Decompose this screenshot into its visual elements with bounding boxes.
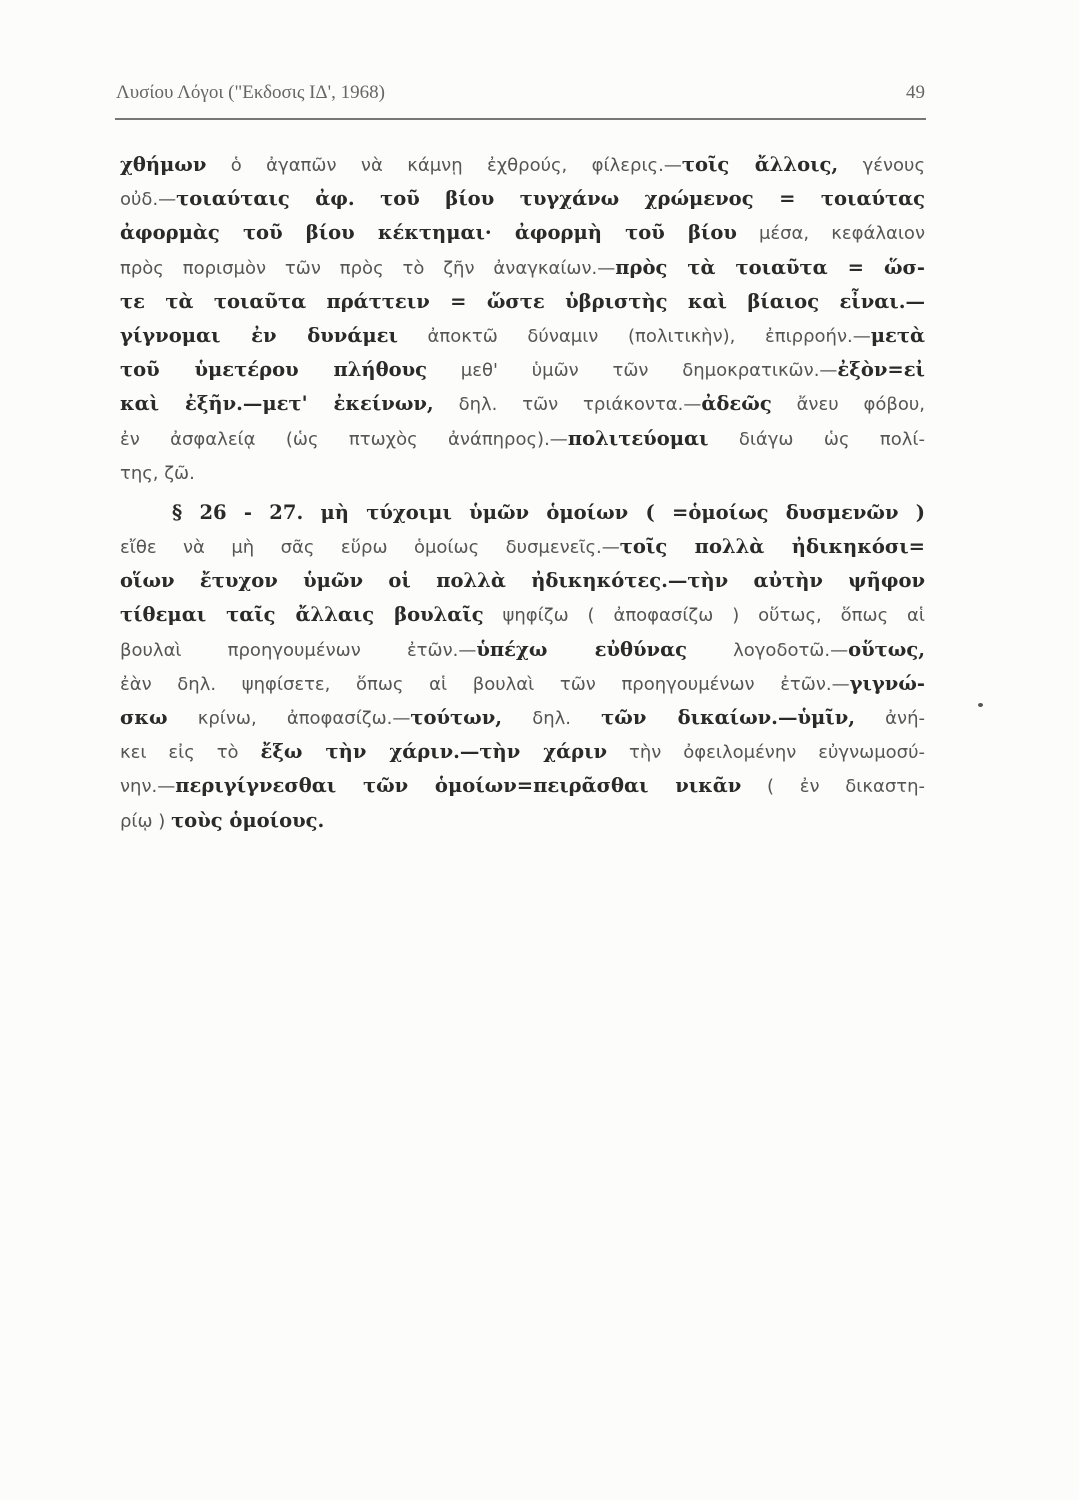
text-line	[120, 148, 925, 182]
gloss-text: τὴν ὀφειλομένην εὐγνωμοσύ-	[607, 742, 925, 764]
gloss-text: ρίῳ )	[120, 810, 172, 832]
lemma-bold: περιγίγνεσθαι τῶν ὁμοίων=πειρᾶσθαι νικᾶν	[175, 774, 742, 798]
page-body-text	[120, 148, 925, 838]
lemma-bold: οἵων ἔτυχον ὑμῶν οἱ πολλὰ ἠδικηκότες.—τὴν αὐτὴν ψῆφον	[120, 569, 925, 593]
gloss-text: ἀνή-	[855, 708, 925, 729]
text-line	[120, 530, 925, 564]
text-line	[120, 804, 925, 838]
gloss-text: ἐὰν δηλ. ψηφίσετε, ὅπως αἱ βουλαὶ τῶν προηγουμένων ἐτῶν.—	[120, 673, 850, 695]
gloss-text: λογοδοτῶ.—	[686, 639, 849, 661]
lemma-bold: τούτων,	[410, 706, 503, 729]
text-line	[120, 633, 925, 667]
gloss-text: ψηφίζω ( ἀποφασίζω ) οὕτως, ὅπως αἱ	[483, 605, 925, 627]
text-line	[120, 735, 925, 769]
lemma-bold: γιγνώ-	[849, 671, 925, 695]
gloss-text: ἐν ἀσφαλείᾳ (ὡς πτωχὸς ἀνάπηρος).—	[120, 428, 568, 450]
text-line	[120, 319, 925, 353]
text-line	[120, 353, 925, 387]
text-line	[120, 387, 925, 421]
lemma-bold: πολιτεύομαι	[567, 426, 709, 450]
gloss-text: δηλ. τῶν τριάκοντα.—	[433, 394, 702, 416]
lemma-bold: χθήμων	[120, 153, 207, 176]
gloss-text: διάγω ὡς πολί-	[708, 428, 925, 450]
lemma-bold: οὕτως,	[848, 637, 925, 661]
lemma-bold: τε τὰ τοιαῦτα πράττειν = ὥστε ὑβριστὴς καὶ βίαιος εἶναι.—	[120, 289, 925, 313]
lemma-bold: τοῦ ὑμετέρου πλήθους	[120, 358, 428, 382]
text-line	[120, 285, 925, 319]
text-line	[120, 456, 925, 490]
running-header	[116, 82, 925, 108]
gloss-text: μεθ' ὑμῶν τῶν δημοκρατικῶν.—	[427, 360, 838, 382]
lemma-bold: ἐξὸν=εἰ	[837, 358, 925, 382]
gloss-text: μέσα, κεφάλαιον	[736, 223, 925, 245]
gloss-text: κει εἰς τὸ	[120, 742, 261, 764]
gloss-text: οὐδ.—	[120, 189, 177, 211]
lemma-bold: τίθεμαι ταῖς ἄλλαις βουλαῖς	[120, 603, 484, 627]
text-line	[120, 422, 925, 456]
text-line	[120, 496, 925, 530]
header-title: Λυσίου Λόγοι ("Εκδοσις ΙΔ', 1968)	[116, 82, 385, 103]
text-line	[120, 667, 925, 701]
gloss-text: κρίνω, ἀποφασίζω.—	[167, 708, 411, 729]
lemma-bold: ἀδεῶς	[701, 392, 772, 416]
gloss-text: ἄνευ φόβου,	[771, 394, 926, 416]
gloss-text: ὁ ἀγαπῶν νὰ κάμνῃ ἐχθρούς, φίλερις.—	[206, 155, 682, 176]
gloss-text: γένους	[838, 155, 926, 176]
gloss-text: βουλαὶ προηγουμένων ἐτῶν.—	[120, 639, 477, 661]
gloss-text: δηλ.	[502, 708, 602, 729]
lemma-bold: τῶν δικαίων.—ὑμῖν,	[601, 706, 856, 729]
lemma-bold: ἔξω τὴν χάριν.—τὴν χάριν	[260, 740, 608, 764]
gloss-text: πρὸς πορισμὸν τῶν πρὸς τὸ ζῆν ἀναγκαίων.—	[120, 257, 616, 279]
lemma-bold: ὑπέχω εὐθύνας	[476, 637, 687, 661]
lemma-bold: τοῖς ἄλλοις,	[681, 153, 839, 176]
header-rule	[115, 118, 926, 120]
text-line	[120, 564, 925, 598]
text-line	[120, 182, 925, 216]
lemma-bold: σκω	[120, 706, 168, 729]
text-line	[120, 598, 925, 632]
lemma-bold: τοὺς ὁμοίους.	[171, 808, 325, 832]
gloss-text: νην.—	[120, 776, 176, 798]
text-line	[120, 216, 925, 250]
lemma-bold: καὶ ἐξῆν.—μετ' ἐκείνων,	[120, 392, 434, 416]
gloss-text: εἴθε νὰ μὴ σᾶς εὕρω ὁμοίως δυσμενεῖς.—	[120, 537, 620, 559]
lemma-bold: § 26 - 27. μὴ τύχοιμι ὑμῶν ὁμοίων ( =ὁμοίως δυσμενῶν )	[172, 500, 925, 524]
lemma-bold: τοιαύταις ἀφ. τοῦ βίου τυγχάνω χρώμενος = τοιαύτας	[176, 187, 925, 211]
lemma-bold: τοῖς πολλὰ ἠδικηκόσι=	[619, 535, 925, 559]
lemma-bold: πρὸς τὰ τοιαῦτα = ὥσ-	[615, 255, 925, 279]
stray-ink-mark	[978, 703, 983, 707]
text-line	[120, 701, 925, 735]
lemma-bold: ἀφορμὰς τοῦ βίου κέκτημαι· ἀφορμὴ τοῦ βίου	[120, 221, 737, 245]
lemma-bold: μετὰ	[870, 323, 925, 347]
page-number: 49	[906, 82, 925, 103]
lemma-bold: γίγνομαι ἐν δυνάμει	[120, 323, 398, 347]
gloss-text: της, ζῶ.	[120, 462, 195, 484]
gloss-text: ἀποκτῶ δύναμιν (πολιτικὴν), ἐπιρροήν.—	[397, 325, 871, 347]
text-line	[120, 769, 925, 803]
gloss-text: ( ἐν δικαστη-	[741, 776, 925, 798]
text-line	[120, 251, 925, 285]
